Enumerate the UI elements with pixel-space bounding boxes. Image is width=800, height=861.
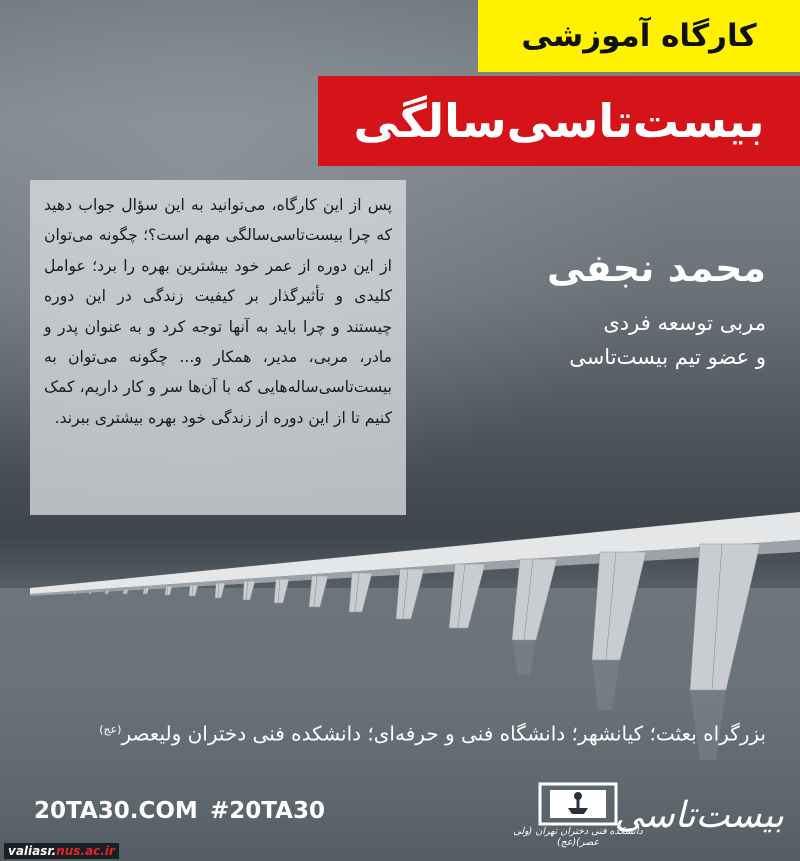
presenter-name: محمد نجفی — [546, 246, 766, 290]
workshop-title-band — [318, 76, 800, 166]
workshop-label: کارگاه آموزشی — [521, 18, 757, 54]
website-link[interactable]: 20TA30.COM — [34, 798, 198, 824]
workshop-label-band — [478, 0, 800, 72]
brand-logo: بیست‌تاسی — [614, 795, 784, 836]
description-text: پس از این کارگاه، می‌توانید به این سؤال جواب دهید که چرا بیست‌تاسی‌سالگی مهم است؟؛ چگونه می‌توان از این دوره از عمر خود بیشترین بهره را برد؛ عوامل کلیدی و تأثیرگذار بر کیفیت زندگی در این دوره چیستند و چرا باید به آنها توجه کرد و به عنوان پدر و مادر، مربی، مدیر، همکار و... چگونه می‌توان به بیست‌تاسی‌ساله‌هایی که با آن‌ها سر و کار داریم، کمک کنیم تا از این دوره از زندگی خود بهره بیشتری ببرند. — [44, 196, 392, 427]
watermark — [4, 843, 119, 859]
presenter-role-line1: مربی توسعه فردی — [603, 311, 766, 335]
organizers-honorific: (عج) — [99, 723, 122, 736]
organizers-line — [6, 712, 766, 752]
organizers-text: بزرگراه بعثت؛ کیانشهر؛ دانشگاه فنی و حرفه‌ای؛ دانشکده فنی دختران ولیعصر — [121, 721, 766, 746]
hashtag: #20TA30 — [210, 798, 325, 824]
presenter-role-line2: و عضو تیم بیست‌تاسی — [569, 345, 766, 369]
presenter-block — [436, 240, 766, 374]
watermark-prefix: valiasr. — [8, 844, 57, 858]
workshop-title: بیست‌تاسی‌سالگی — [353, 94, 765, 148]
watermark-suffix: nus.ac.ir — [56, 844, 115, 858]
description-box — [30, 180, 406, 515]
university-caption: دانشکده فنی دختران تهران (ولی عصر)(عج) — [513, 826, 643, 848]
